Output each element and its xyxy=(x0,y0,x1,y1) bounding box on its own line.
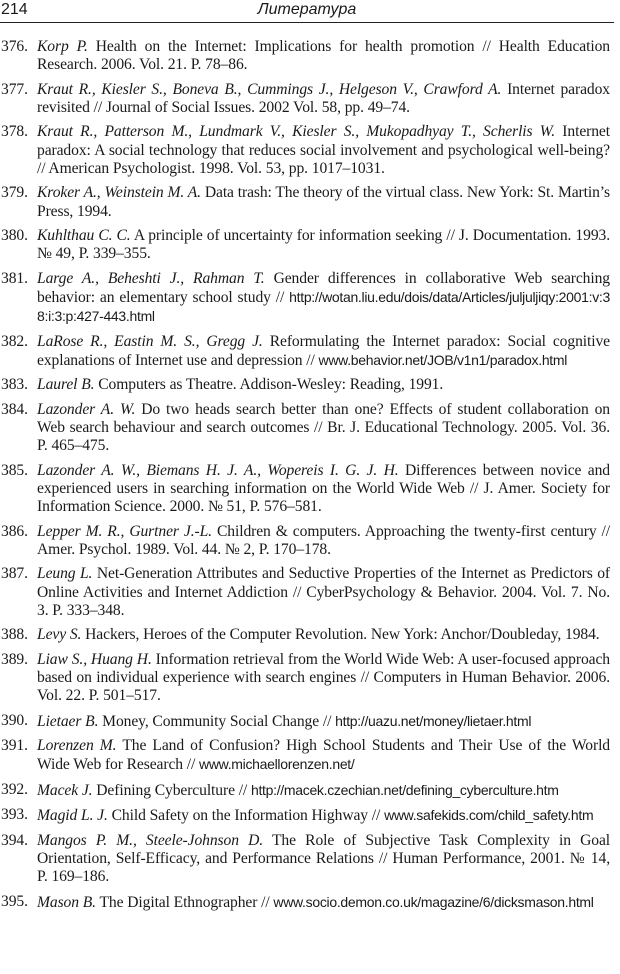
reference-number: 377. xyxy=(1,80,28,98)
reference-text: Gender differences in collaborative Web searching behavior: an elementary school study // xyxy=(37,269,610,306)
reference-item xyxy=(0,184,610,220)
reference-item xyxy=(0,123,610,178)
reference-text: Do two heads search better than one? Effects of student collaboration on Web search behaviour and search outcomes // Br. J. Educational Technology. 2005. Vol. 36. P. 465–475. xyxy=(37,400,611,455)
reference-text: Net-Generation Attributes and Seductive Properties of the Internet as Predictors of Online Activities and Internet Addiction // CyberPsychology & Behavior. 2004. Vol. 7. No. 3. P. 333–348. xyxy=(37,565,610,619)
reference-text: A principle of uncertainty for information seeking // J. Documentation. 1993. № 49, P. 339–355. xyxy=(37,227,611,263)
reference-number: 394. xyxy=(1,831,28,849)
reference-text: Child Safety on the Information Highway // xyxy=(107,807,385,825)
reference-number: 378. xyxy=(1,123,28,141)
reference-item xyxy=(0,462,610,517)
reference-item xyxy=(0,376,610,394)
reference-authors: Macek J. xyxy=(37,781,93,799)
running-title: Литература xyxy=(257,1,357,18)
reference-authors: Lepper M. R., Gurtner J.-L. xyxy=(37,522,212,540)
reference-authors: Korp P. xyxy=(37,38,88,55)
reference-number: 383. xyxy=(1,376,28,394)
reference-item xyxy=(0,737,610,774)
reference-item xyxy=(0,227,610,263)
reference-authors: Levy S. xyxy=(37,626,82,644)
reference-text: Data trash: The theory of the virtual class. New York: St. Martin’s Press, 1994. xyxy=(37,184,610,220)
reference-number: 390. xyxy=(1,711,28,729)
reference-item xyxy=(0,81,610,117)
reference-text: Defining Cyberculture // xyxy=(92,781,251,799)
page-number: 214 xyxy=(1,1,28,18)
reference-number: 380. xyxy=(1,227,28,245)
reference-text: The Land of Confusion? High School Students and Their Use of the World Wide Web for Research // xyxy=(37,737,610,774)
reference-number: 391. xyxy=(1,737,28,755)
reference-authors: Mangos P. M., Steele-Johnson D. xyxy=(37,831,264,849)
reference-url: www.michaellorenzen.net/ xyxy=(199,756,355,773)
reference-text: Differences between novice and experienced users in searching information on the World Wide Web // J. Amer. Society for Information Science. 2000. № 51, P. 576–581. xyxy=(37,461,610,516)
reference-item xyxy=(0,333,610,370)
reference-authors: Leung L. xyxy=(37,565,93,583)
reference-number: 393. xyxy=(1,806,28,824)
reference-number: 382. xyxy=(1,332,28,350)
reference-item xyxy=(0,651,610,706)
reference-item xyxy=(0,806,610,825)
reference-url: www.safekids.com/child_safety.htm xyxy=(384,807,594,824)
reference-item xyxy=(0,893,610,912)
reference-authors: LaRose R., Eastin M. S., Gregg J. xyxy=(37,332,263,350)
reference-number: 379. xyxy=(1,184,28,202)
reference-authors: Liaw S., Huang H. xyxy=(37,650,152,668)
reference-authors: Magid L. J. xyxy=(37,807,108,825)
reference-item xyxy=(0,712,610,731)
reference-item xyxy=(0,38,610,74)
reference-url: www.behavior.net/JOB/v1n1/paradox.html xyxy=(318,351,568,368)
reference-text: The Digital Ethnographer // xyxy=(95,893,274,911)
reference-item xyxy=(0,523,610,559)
reference-authors: Lietaer B. xyxy=(37,712,99,730)
reference-item xyxy=(0,270,610,327)
reference-item xyxy=(0,626,610,644)
reference-authors: Lorenzen M. xyxy=(37,737,117,755)
reference-authors: Lazonder A. W., Biemans H. J. A., Wopereis I. G. J. H. xyxy=(37,461,399,479)
reference-number: 392. xyxy=(1,780,28,798)
reference-authors: Kroker A., Weinstein M. A. xyxy=(37,184,201,202)
reference-text: Children & computers. Approaching the twenty-first century // Amer. Psychol. 1989. Vol. 44. № 2, P. 170–178. xyxy=(37,522,610,558)
reference-authors: Large A., Beheshti J., Rahman T. xyxy=(37,269,265,287)
reference-number: 381. xyxy=(1,269,28,287)
reference-url: http://wotan.liu.edu/dois/data/Articles/juljuljiqy:2001:v:38:i:3:p:427-443.html xyxy=(37,288,610,325)
reference-number: 376. xyxy=(1,38,28,55)
reference-url: www.socio.demon.co.uk/magazine/6/dicksmason.html xyxy=(273,893,594,910)
reference-item xyxy=(0,781,610,800)
reference-authors: Kuhlthau C. C. xyxy=(37,227,131,245)
reference-text: Internet paradox revisited // Journal of Social Issues. 2002 Vol. 58, pp. 49–74. xyxy=(37,80,610,116)
reference-text: Reformulating the Internet paradox: Social cognitive explanations of Internet use and depression // xyxy=(37,332,610,369)
reference-authors: Lazonder A. W. xyxy=(37,400,136,418)
reference-list xyxy=(0,38,610,918)
reference-number: 388. xyxy=(1,626,28,644)
reference-number: 395. xyxy=(1,892,28,910)
page-header xyxy=(0,0,614,23)
reference-authors: Kraut R., Patterson M., Lundmark V., Kiesler S., Mukopadhyay T., Scherlis W. xyxy=(37,123,556,141)
reference-text: Hackers, Heroes of the Computer Revolution. New York: Anchor/Doubleday, 1984. xyxy=(81,626,600,644)
reference-text: The Role of Subjective Task Complexity in Goal Orientation, Self-Efficacy, and Performance Relations // Human Performance, 2001. № 14, P. 169–186. xyxy=(37,831,611,886)
reference-number: 387. xyxy=(1,565,28,583)
reference-number: 385. xyxy=(1,461,28,479)
reference-item xyxy=(0,832,610,887)
reference-text: Health on the Internet: Implications for health promotion // Health Education Research. 2006. Vol. 21. P. 78–86. xyxy=(37,38,610,74)
reference-item xyxy=(0,401,610,456)
reference-number: 389. xyxy=(1,650,28,668)
reference-number: 384. xyxy=(1,400,28,418)
reference-text: Computers as Theatre. Addison-Wesley: Reading, 1991. xyxy=(94,376,444,394)
reference-text: Money, Community Social Change // xyxy=(98,712,336,730)
reference-url: http://uazu.net/money/lietaer.html xyxy=(335,712,532,729)
reference-text: Internet paradox: A social technology that reduces social involvement and psychological well-being? // American Psychologist. 1998. Vol. 53, pp. 1017–1031. xyxy=(37,123,610,177)
reference-number: 386. xyxy=(1,522,28,540)
reference-url: http://macek.czechian.net/defining_cyberculture.htm xyxy=(250,781,559,798)
reference-authors: Laurel B. xyxy=(37,376,95,394)
reference-authors: Mason B. xyxy=(37,893,96,911)
reference-item xyxy=(0,565,610,620)
reference-authors: Kraut R., Kiesler S., Boneva B., Cummings J., Helgeson V., Crawford A. xyxy=(37,80,502,98)
reference-text: Information retrieval from the World Wide Web: A user-focused approach based on individual experience with search engines // Computers in Human Behavior. 2006. Vol. 22. P. 501–517. xyxy=(37,650,610,705)
